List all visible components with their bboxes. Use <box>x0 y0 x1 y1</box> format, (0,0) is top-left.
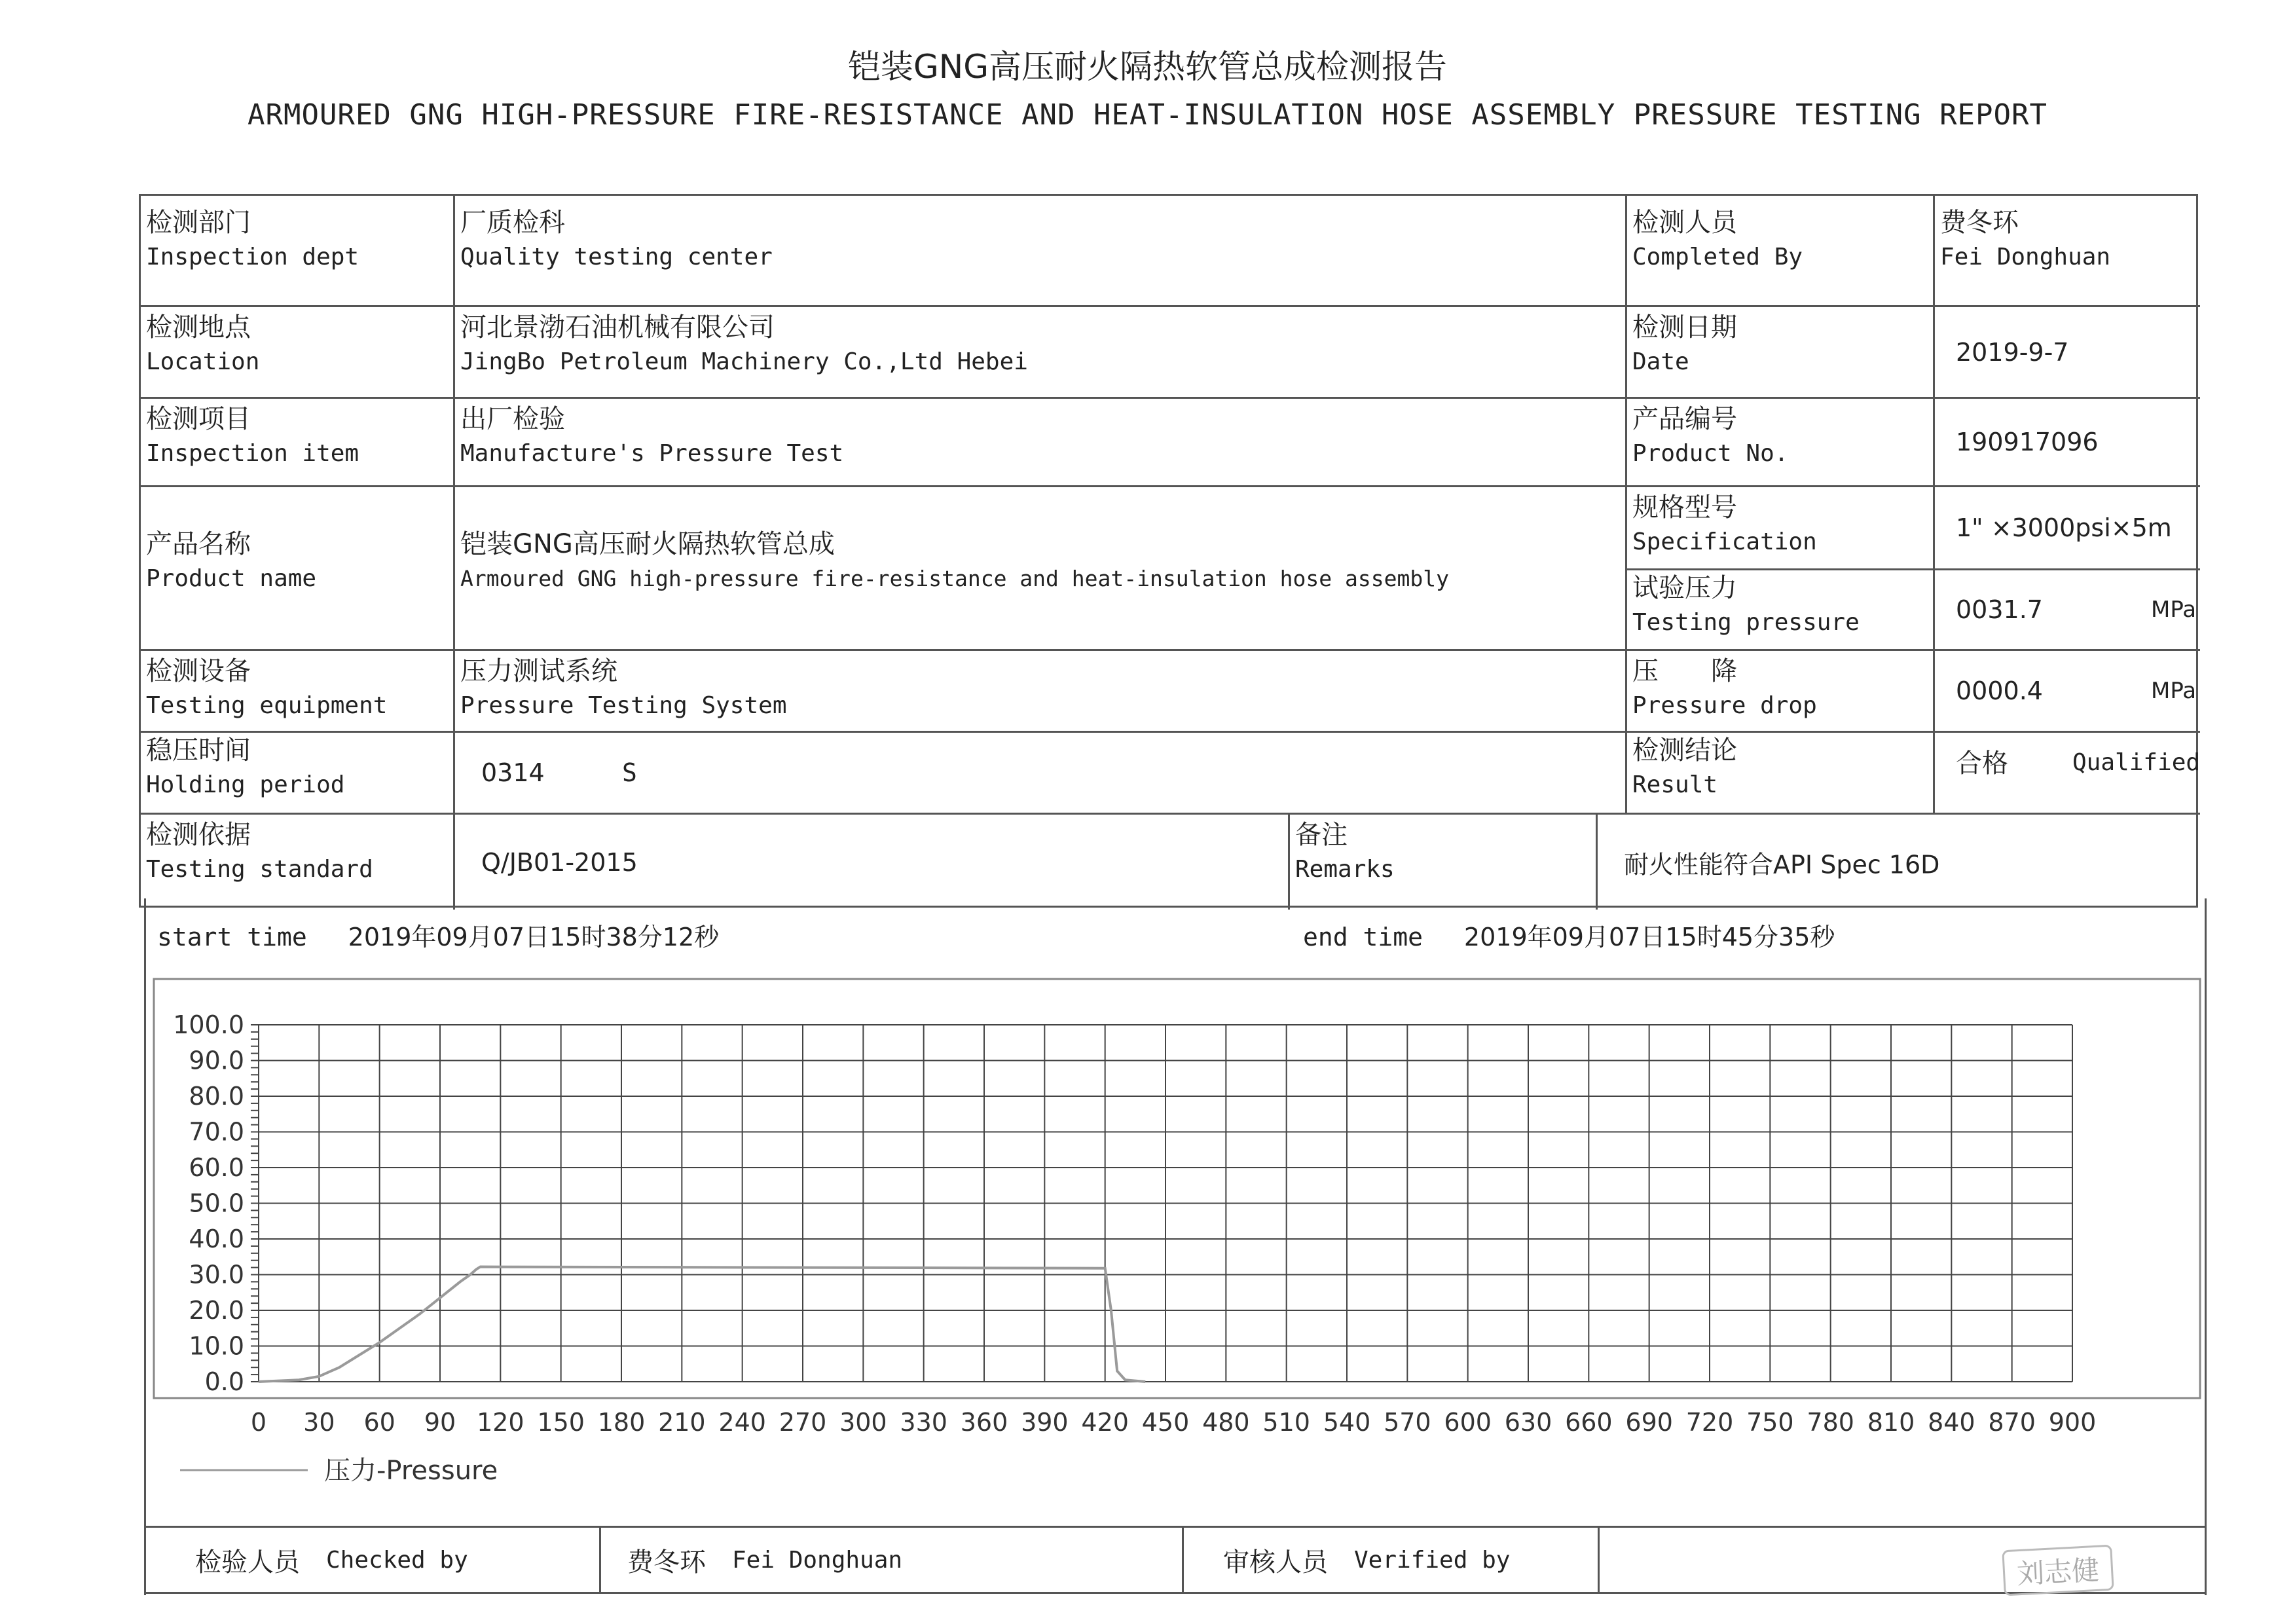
end-time-value: 2019年09月07日15时45分35秒 <box>1463 923 1835 951</box>
date-label-cn: 检测日期 <box>1632 312 1737 342</box>
verifier-cell <box>1600 1528 2205 1592</box>
location-value-cn: 河北景渤石油机械有限公司 <box>460 312 775 342</box>
end-time-label: end time <box>1303 923 1423 951</box>
result-value-en: Qualified <box>2072 749 2200 776</box>
dept-label-en: Inspection dept <box>146 244 359 270</box>
product-label-cn: 产品名称 <box>146 529 251 559</box>
item-value-en: Manufacture's Pressure Test <box>460 440 844 467</box>
standard-label-cn: 检测依据 <box>146 820 251 850</box>
x-tick-label: 570 <box>1384 1408 1431 1437</box>
x-tick-label: 180 <box>597 1408 646 1437</box>
y-tick-label: 60.0 <box>189 1153 244 1182</box>
y-tick-label: 30.0 <box>189 1260 244 1289</box>
y-tick-label: 80.0 <box>189 1082 244 1111</box>
drop-unit: MPa <box>2151 678 2197 704</box>
y-tick-label: 20.0 <box>189 1296 244 1325</box>
x-tick-label: 300 <box>839 1408 887 1437</box>
dept-value-cn: 厂质检科 <box>460 208 565 238</box>
x-tick-label: 780 <box>1807 1408 1854 1437</box>
verified-label-cell <box>1184 1528 1600 1592</box>
x-tick-label: 720 <box>1685 1408 1734 1437</box>
verified-label-cn: 审核人员 <box>1223 1547 1328 1578</box>
productno-label-en: Product No. <box>1632 440 1789 467</box>
standard-value: Q/JB01-2015 <box>481 847 638 877</box>
location-label-en: Location <box>146 348 260 375</box>
y-tick-label: 10.0 <box>189 1331 244 1361</box>
remarks-label-cn: 备注 <box>1295 820 1348 850</box>
testpressure-label-cn: 试验压力 <box>1632 573 1737 603</box>
x-tick-label: 690 <box>1625 1408 1673 1437</box>
signature-row <box>144 1526 2207 1594</box>
x-tick-label: 600 <box>1444 1408 1492 1437</box>
remarks-label-en: Remarks <box>1295 856 1395 883</box>
holding-label-en: Holding period <box>146 771 345 798</box>
drop-label-cn: 压 降 <box>1632 656 1737 686</box>
x-tick-label: 510 <box>1262 1408 1310 1437</box>
item-label-cn: 检测项目 <box>146 404 251 434</box>
x-tick-label: 30 <box>303 1408 335 1437</box>
equipment-label-en: Testing equipment <box>146 692 388 719</box>
completed-value-en: Fei Donghuan <box>1940 244 2111 270</box>
checker-cn: 费冬环 <box>627 1547 706 1578</box>
location-value-en: JingBo Petroleum Machinery Co.,Ltd Hebei <box>460 348 1028 375</box>
y-tick-label: 100.0 <box>173 1010 244 1039</box>
spec-value: 1" ×3000psi×5m <box>1956 513 2172 542</box>
y-tick-label: 50.0 <box>189 1189 244 1218</box>
x-tick-label: 450 <box>1141 1408 1190 1437</box>
date-label-en: Date <box>1632 348 1689 375</box>
x-tick-label: 870 <box>1988 1408 2036 1437</box>
completed-label-cn: 检测人员 <box>1632 208 1737 238</box>
dept-value-en: Quality testing center <box>460 244 773 270</box>
verifier-stamp: 刘志健 <box>2002 1545 2114 1596</box>
x-tick-label: 840 <box>1928 1408 1975 1437</box>
holding-unit: S <box>622 758 637 787</box>
checked-label-cell <box>146 1528 601 1592</box>
report-title-cn: 铠装GNG高压耐火隔热软管总成检测报告 <box>848 48 1447 86</box>
spec-label-cn: 规格型号 <box>1632 492 1737 523</box>
x-tick-label: 270 <box>779 1408 827 1437</box>
x-tick-label: 480 <box>1202 1408 1250 1437</box>
completed-label-en: Completed By <box>1632 244 1803 270</box>
x-tick-label: 210 <box>658 1408 706 1437</box>
x-tick-label: 540 <box>1323 1408 1371 1437</box>
x-tick-label: 330 <box>900 1408 947 1437</box>
y-tick-label: 90.0 <box>189 1046 244 1075</box>
item-label-en: Inspection item <box>146 440 359 467</box>
x-tick-label: 660 <box>1565 1408 1613 1437</box>
date-value: 2019-9-7 <box>1956 337 2069 367</box>
holding-value: 0314 <box>481 758 545 787</box>
testpressure-unit: MPa <box>2151 597 2197 623</box>
y-tick-label: 70.0 <box>189 1117 244 1147</box>
x-tick-label: 150 <box>537 1408 585 1437</box>
x-tick-label: 630 <box>1504 1408 1552 1437</box>
remarks-value: 耐火性能符合API Spec 16D <box>1624 850 1940 879</box>
checker-cell <box>601 1528 1184 1592</box>
x-tick-label: 750 <box>1746 1408 1794 1437</box>
item-value-cn: 出厂检验 <box>460 404 565 434</box>
checked-label-en: Checked by <box>326 1546 468 1574</box>
x-tick-label: 240 <box>718 1408 766 1437</box>
checked-label-cn: 检验人员 <box>195 1547 300 1578</box>
y-tick-label: 40.0 <box>189 1225 244 1253</box>
completed-value-cn: 费冬环 <box>1940 208 2019 238</box>
start-time-value: 2019年09月07日15时38分12秒 <box>348 923 720 951</box>
product-value-cn: 铠装GNG高压耐火隔热软管总成 <box>460 529 835 559</box>
drop-value: 0000.4 <box>1956 676 2043 705</box>
x-tick-label: 360 <box>960 1408 1008 1437</box>
report-title-en: ARMOURED GNG HIGH-PRESSURE FIRE-RESISTANCE AND HEAT-INSULATION HOSE ASSEMBLY PRESSURE TESTING REPORT <box>247 98 2048 132</box>
x-tick-label: 90 <box>424 1408 456 1437</box>
x-tick-label: 60 <box>363 1408 395 1437</box>
result-value-cn: 合格 <box>1956 748 2008 779</box>
equipment-value-cn: 压力测试系统 <box>460 656 617 686</box>
location-label-cn: 检测地点 <box>146 312 251 342</box>
spec-label-en: Specification <box>1632 528 1817 555</box>
productno-label-cn: 产品编号 <box>1632 404 1737 434</box>
holding-label-cn: 稳压时间 <box>146 735 251 766</box>
product-label-en: Product name <box>146 565 317 592</box>
plot-frame <box>154 979 2200 1398</box>
y-tick-label: 0.0 <box>204 1367 244 1396</box>
testpressure-value: 0031.7 <box>1956 595 2043 624</box>
productno-value: 190917096 <box>1956 428 2099 456</box>
verified-label-en: Verified by <box>1354 1546 1511 1574</box>
result-label-en: Result <box>1632 771 1718 798</box>
x-tick-label: 900 <box>2048 1408 2097 1437</box>
testpressure-label-en: Testing pressure <box>1632 609 1860 636</box>
dept-label-cn: 检测部门 <box>146 208 251 238</box>
product-value-en: Armoured GNG high-pressure fire-resistance and heat-insulation hose assembly <box>460 566 1449 591</box>
x-tick-label: 390 <box>1021 1408 1069 1437</box>
x-tick-label: 0 <box>250 1408 267 1437</box>
x-tick-label: 420 <box>1081 1408 1129 1437</box>
x-tick-label: 120 <box>477 1408 524 1437</box>
checker-en: Fei Donghuan <box>732 1546 903 1574</box>
standard-label-en: Testing standard <box>146 856 373 883</box>
pressure-line <box>259 1267 1145 1382</box>
start-time-label: start time <box>157 923 307 951</box>
equipment-value-en: Pressure Testing System <box>460 692 787 719</box>
result-label-cn: 检测结论 <box>1632 735 1737 766</box>
drop-label-en: Pressure drop <box>1632 692 1817 719</box>
x-tick-label: 810 <box>1867 1408 1915 1437</box>
legend-label: 压力-Pressure <box>324 1456 498 1486</box>
equipment-label-cn: 检测设备 <box>146 656 251 686</box>
